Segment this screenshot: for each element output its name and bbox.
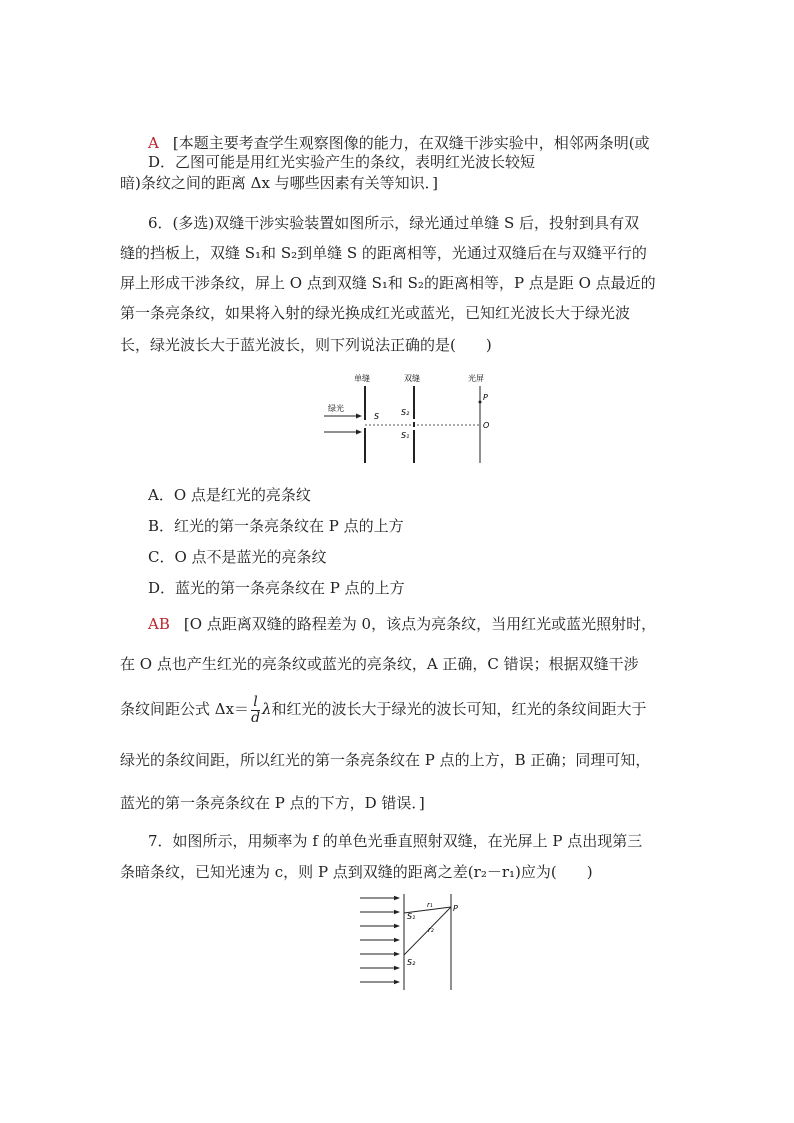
- q7-stem-2: 条暗条纹，已知光速为 c，则 P 点到双缝的距离之差(r₂－r₁)应为( ): [120, 863, 593, 881]
- q6-option-c: C．O 点不是蓝光的亮条纹: [148, 548, 327, 566]
- q6-stem-4: 第一条亮条纹，如果将入射的绿光换成红光或蓝光，已知红光波长大于绿光波: [120, 304, 631, 322]
- fraction-numerator: l: [251, 695, 260, 711]
- q6-explanation-4: 绿光的条纹间距，所以红光的第一条亮条纹在 P 点的上方，B 正确；同理可知，: [120, 751, 651, 769]
- q6-answer-block: [148, 614, 656, 634]
- q6-explanation-1: [O 点距离双缝的路程差为 0，该点为亮条纹，当用红光或蓝光照射时，: [183, 615, 657, 633]
- q7-double-slit-figure: [356, 892, 466, 992]
- fraction-denominator: d: [251, 709, 261, 726]
- q6-stem-1: 6．(多选)双缝干涉实验装置如图所示，绿光通过单缝 S 后，投射到具有双: [148, 214, 640, 232]
- q7-label-S2: S₂: [407, 958, 416, 967]
- q5-explanation-1: [本题主要考查学生观察图像的能力，在双缝干涉实验中，相邻两条明(或: [172, 134, 650, 152]
- q6-explanation-2: 在 O 点也产生红光的亮条纹或蓝光的亮条纹，A 正确，C 错误；根据双缝干涉: [120, 655, 639, 673]
- formula-lambda: λ: [262, 700, 272, 718]
- q6-answer: AB: [148, 615, 170, 633]
- q7-label-r2: r₂: [428, 926, 434, 934]
- q6-option-a: A．O 点是红光的亮条纹: [148, 486, 311, 504]
- label-green-light: 绿光: [328, 404, 344, 413]
- label-S2: S₂: [401, 408, 410, 417]
- label-O: O: [483, 421, 490, 430]
- label-S1: S₁: [401, 431, 410, 440]
- q5-explanation-2: 暗)条纹之间的距离 Δx 与哪些因素有关等知识．]: [120, 174, 439, 192]
- label-P: P: [483, 393, 488, 402]
- q6-stem-5: 长，绿光波长大于蓝光波长，则下列说法正确的是( ): [120, 336, 492, 354]
- q6-apparatus-figure: [318, 370, 498, 466]
- point-P-dot: [479, 401, 482, 404]
- incident-arrows: [324, 414, 362, 435]
- label-S: S: [374, 412, 380, 421]
- label-single-slit: 单缝: [354, 374, 370, 383]
- q6-explanation-5: 蓝光的第一条亮条纹在 P 点的下方，D 错误．]: [120, 794, 425, 812]
- q6-explanation-3: [120, 692, 647, 726]
- q5-option-d: D．乙图可能是用红光实验产生的条纹，表明红光波长较短: [148, 153, 536, 171]
- q6-option-d: D．蓝光的第一条亮条纹在 P 点的上方: [148, 579, 405, 597]
- q6-stem-2: 缝的挡板上，双缝 S₁和 S₂到单缝 S 的距离相等，光通过双缝后在与双缝平行的: [120, 244, 647, 262]
- label-screen: 光屏: [468, 374, 484, 383]
- q6-option-b: B．红光的第一条亮条纹在 P 点的上方: [148, 517, 404, 535]
- q7-incident-arrows: [360, 896, 400, 984]
- formula-prefix: 条纹间距公式 Δx＝: [120, 700, 250, 718]
- q5-answer: A: [148, 134, 159, 152]
- q7-label-S1: S₁: [407, 912, 416, 921]
- q7-label-P: P: [453, 904, 458, 913]
- q5-answer-block: [148, 133, 650, 153]
- formula-fraction: [251, 695, 260, 726]
- q7-stem-1: 7．如图所示，用频率为 f 的单色光垂直照射双缝，在光屏上 P 点出现第三: [148, 832, 643, 850]
- label-double-slit: 双缝: [404, 374, 420, 383]
- q6-stem-3: 屏上形成干涉条纹，屏上 O 点到双缝 S₁和 S₂的距离相等，P 点是距 O 点最近的: [120, 274, 656, 292]
- q7-label-r1: r₁: [427, 901, 433, 909]
- formula-suffix: 和红光的波长大于绿光的波长可知，红光的条纹间距大于: [271, 700, 647, 718]
